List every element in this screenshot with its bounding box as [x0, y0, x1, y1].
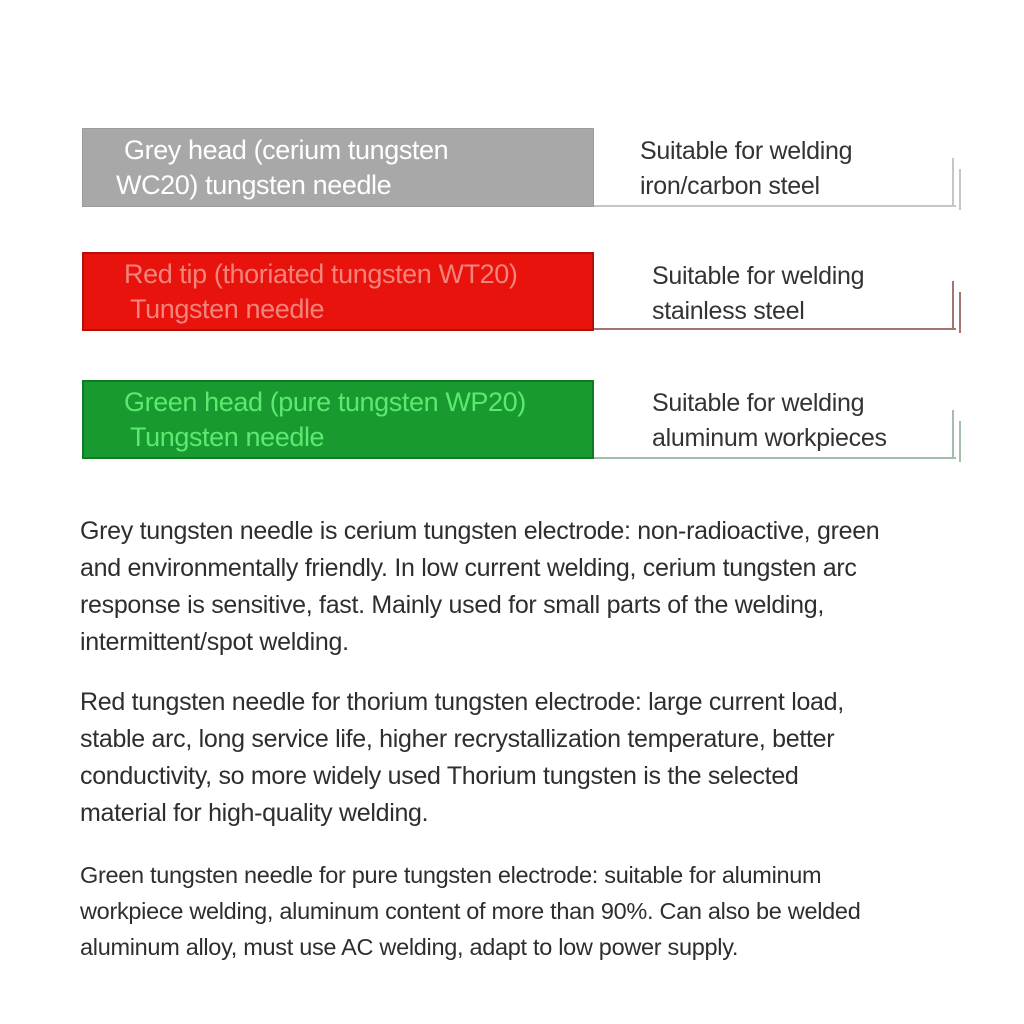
green-suitability-line1: Suitable for welding — [652, 389, 865, 417]
description-line: workpiece welding, aluminum content of more than 90%. Can also be welded — [80, 898, 861, 924]
description-line: material for high-quality welding. — [80, 799, 429, 827]
description-line: Green tungsten needle for pure tungsten electrode: suitable for aluminum — [80, 862, 822, 888]
green-suitability-label — [652, 386, 887, 456]
description-line: Red tungsten needle for thorium tungsten electrode: large current load, — [80, 688, 844, 716]
green-banner-line2: Tungsten needle — [130, 422, 325, 452]
red-bracket-tick — [959, 292, 961, 333]
red-suitability-line1: Suitable for welding — [652, 262, 865, 290]
grey-suitability-line2: iron/carbon steel — [640, 172, 820, 200]
grey-suitability-label — [640, 134, 852, 204]
grey-connector-line — [594, 205, 956, 207]
green-connector-line — [594, 457, 956, 459]
description-line: conductivity, so more widely used Thorium tungsten is the selected — [80, 762, 799, 790]
red-banner-line2: Tungsten needle — [130, 294, 325, 324]
description-line: intermittent/spot welding. — [80, 628, 349, 656]
description-line: response is sensitive, fast. Mainly used for small parts of the welding, — [80, 591, 825, 619]
grey-bracket-tick — [959, 169, 961, 210]
red-connector-line — [594, 328, 956, 330]
grey-banner-line2: WC20) tungsten needle — [116, 170, 392, 200]
green-banner-line1: Green head (pure tungsten WP20) — [124, 387, 526, 417]
green-bracket-tick — [952, 410, 954, 459]
red-bracket-tick — [952, 281, 954, 330]
red-suitability-label — [652, 259, 864, 329]
red-suitability-line2: stainless steel — [652, 297, 805, 325]
description-line: aluminum alloy, must use AC welding, adapt to low power supply. — [80, 934, 739, 960]
grey-electrode-description — [80, 513, 879, 661]
red-electrode-description — [80, 684, 844, 832]
green-electrode-description — [80, 857, 860, 965]
grey-banner-line1: Grey head (cerium tungsten — [124, 135, 449, 165]
description-line: and environmentally friendly. In low current welding, cerium tungsten arc — [80, 554, 857, 582]
red-banner — [82, 252, 594, 331]
description-line: stable arc, long service life, higher recrystallization temperature, better — [80, 725, 835, 753]
green-suitability-line2: aluminum workpieces — [652, 424, 887, 452]
grey-suitability-line1: Suitable for welding — [640, 137, 853, 165]
red-banner-line1: Red tip (thoriated tungsten WT20) — [124, 259, 518, 289]
grey-bracket-tick — [952, 158, 954, 207]
grey-banner — [82, 128, 594, 207]
green-bracket-tick — [959, 421, 961, 462]
description-line: Grey tungsten needle is cerium tungsten electrode: non-radioactive, green — [80, 517, 880, 545]
green-banner — [82, 380, 594, 459]
